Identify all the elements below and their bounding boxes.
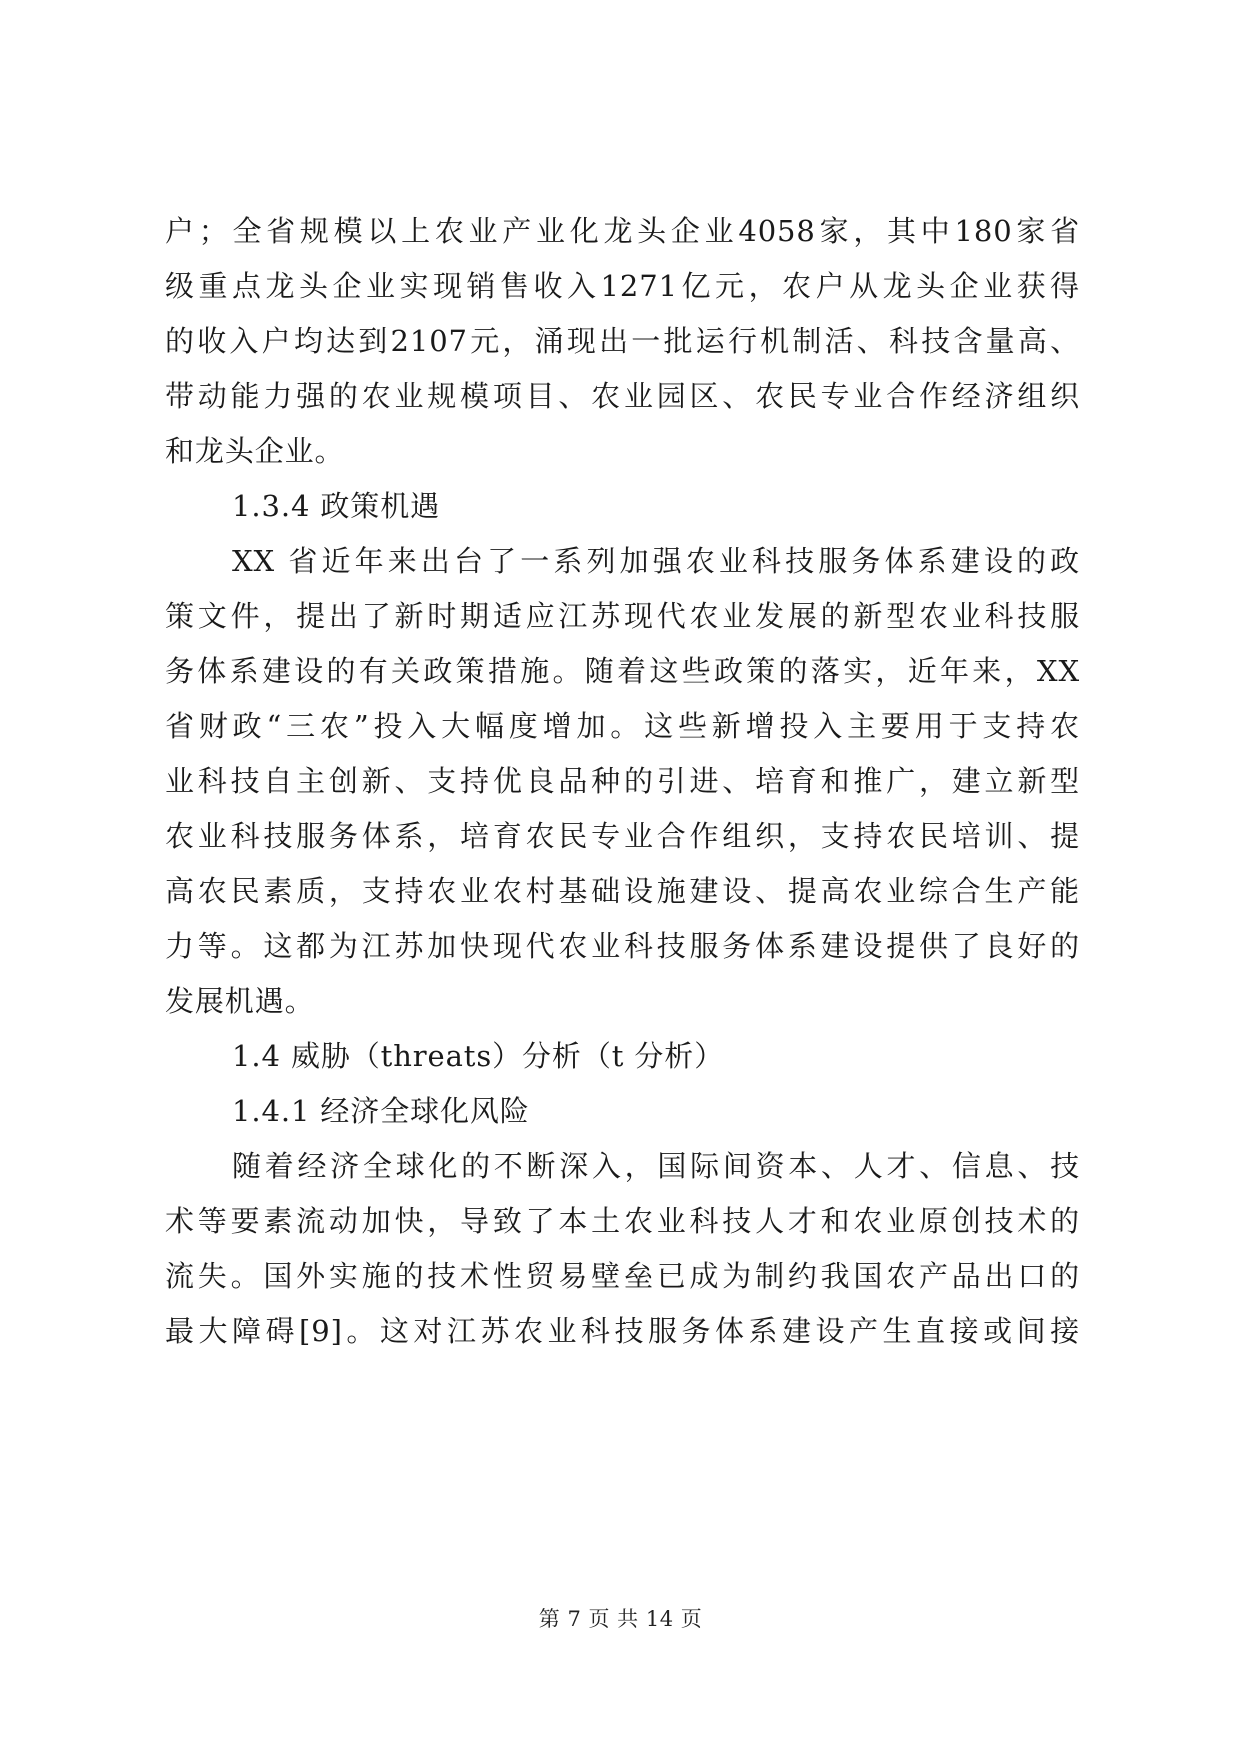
body-text-line: 策文件，提出了新时期适应江苏现代农业发展的新型农业科技服 xyxy=(165,599,1080,633)
body-text-line: 省财政“三农”投入大幅度增加。这些新增投入主要用于支持农 xyxy=(165,709,1080,743)
body-text-line: 术等要素流动加快，导致了本土农业科技人才和农业原创技术的 xyxy=(165,1204,1080,1238)
body-text-line: 户；全省规模以上农业产业化龙头企业4058家，其中180家省 xyxy=(165,214,1080,248)
body-text-line: 农业科技服务体系，培育农民专业合作组织，支持农民培训、提 xyxy=(165,819,1080,853)
section-heading-1-4-1: 1.4.1 经济全球化风险 xyxy=(232,1094,530,1128)
page-footer: 第 7 页 共 14 页 xyxy=(538,1607,703,1631)
body-text-line: 级重点龙头企业实现销售收入1271亿元，农户从龙头企业获得 xyxy=(165,269,1080,303)
body-text-line: 的收入户均达到2107元，涌现出一批运行机制活、科技含量高、 xyxy=(165,324,1080,358)
body-text-line: 业科技自主创新、支持优良品种的引进、培育和推广，建立新型 xyxy=(165,764,1080,798)
body-text-line: 和龙头企业。 xyxy=(165,434,345,468)
section-heading-1-4: 1.4 威胁（threats）分析（t 分析） xyxy=(232,1039,725,1073)
section-heading-1-3-4: 1.3.4 政策机遇 xyxy=(232,489,441,523)
body-text-line: 最大障碍[9]。这对江苏农业科技服务体系建设产生直接或间接 xyxy=(165,1314,1080,1348)
body-text-line: 力等。这都为江苏加快现代农业科技服务体系建设提供了良好的 xyxy=(165,929,1080,963)
paragraph-first-line: XX 省近年来出台了一系列加强农业科技服务体系建设的政 xyxy=(232,544,1080,578)
paragraph-first-line: 随着经济全球化的不断深入，国际间资本、人才、信息、技 xyxy=(232,1149,1080,1183)
body-text-line: 带动能力强的农业规模项目、农业园区、农民专业合作经济组织 xyxy=(165,379,1080,413)
body-text-line: 高农民素质，支持农业农村基础设施建设、提高农业综合生产能 xyxy=(165,874,1080,908)
body-text-line: 流失。国外实施的技术性贸易壁垒已成为制约我国农产品出口的 xyxy=(165,1259,1080,1293)
body-text-line: 务体系建设的有关政策措施。随着这些政策的落实，近年来，XX xyxy=(165,654,1080,688)
body-text-line: 发展机遇。 xyxy=(165,984,315,1018)
